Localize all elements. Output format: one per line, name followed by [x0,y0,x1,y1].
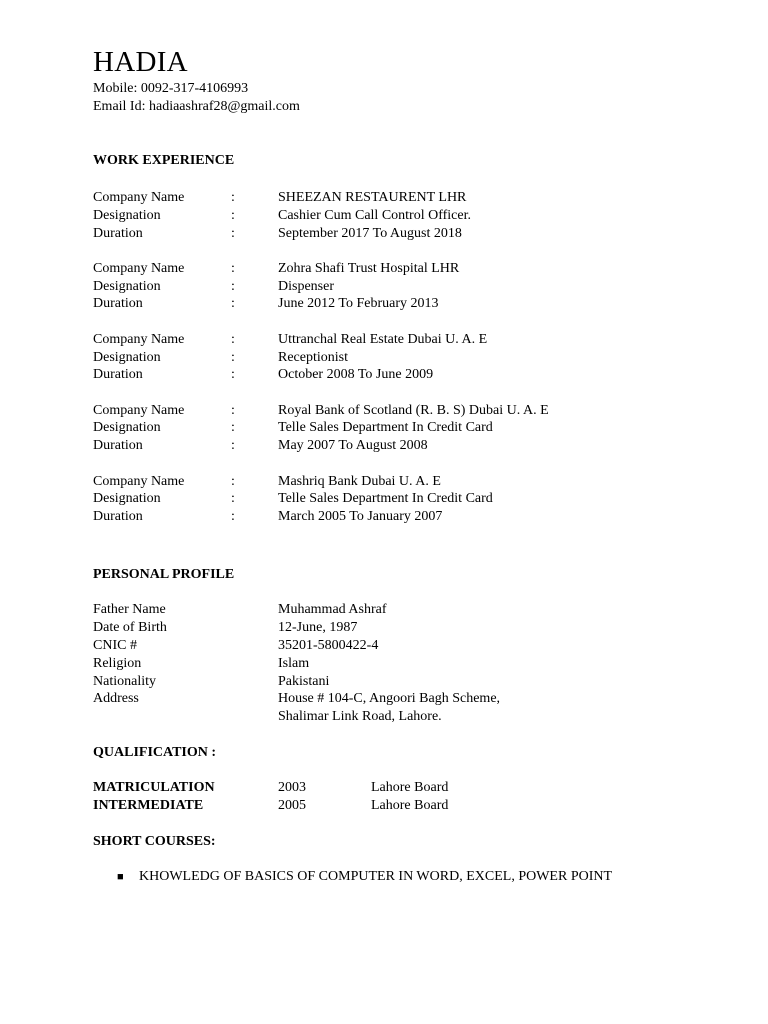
company-label: Company Name [93,331,185,347]
personal-profile-list [93,601,733,726]
designation-label: Designation [93,278,161,294]
profile-row [93,690,733,708]
designation-label: Designation [93,491,161,507]
duration-label: Duration [93,367,143,383]
designation-row [93,207,733,225]
profile-row [93,673,733,691]
separator: : [231,349,235,365]
designation-row [93,490,733,508]
profile-value: Muhammad Ashraf [278,601,387,617]
profile-label: Religion [93,655,142,671]
separator: : [231,473,235,489]
duration-row [93,225,733,243]
duration-row [93,366,733,384]
job-entry [93,402,733,455]
company-row [93,331,733,349]
profile-value: House # 104-C, Angoori Bagh Scheme, [278,691,501,707]
duration-row [93,437,733,455]
company-row [93,189,733,207]
course-item [93,868,733,886]
profile-row [93,619,733,637]
qualification-heading: QUALIFICATION : [93,745,217,761]
profile-label: Father Name [93,601,166,617]
profile-label: CNIC # [93,637,137,653]
square-bullet-icon: ■ [117,871,124,884]
qualification-name: MATRICULATION [93,780,215,796]
company-value: SHEEZAN RESTAURENT LHR [278,190,467,205]
qualification-row [93,779,733,797]
designation-value: Dispenser [278,278,334,294]
profile-value: Shalimar Link Road, Lahore. [278,709,442,725]
duration-value: September 2017 To August 2018 [278,225,462,241]
company-row [93,402,733,420]
profile-value: 12-June, 1987 [278,619,358,635]
qualification-year: 2005 [278,798,306,814]
personal-profile-heading: PERSONAL PROFILE [93,566,235,582]
company-label: Company Name [93,473,185,489]
duration-row [93,508,733,526]
separator: : [231,402,235,418]
separator: : [231,296,235,312]
separator: : [231,260,235,276]
work-experience-list [93,189,733,526]
qualification-row [93,797,733,815]
duration-label: Duration [93,438,143,454]
qualification-board: Lahore Board [371,780,449,796]
mobile-number: Mobile: 0092-317-4106993 [93,81,249,96]
company-label: Company Name [93,190,185,205]
profile-value: Islam [278,655,310,671]
profile-row [93,655,733,673]
profile-label: Date of Birth [93,619,167,635]
separator: : [231,225,235,241]
job-entry [93,473,733,526]
designation-label: Designation [93,420,161,436]
short-courses-list [93,868,733,886]
designation-value: Receptionist [278,349,348,365]
company-value: Uttranchal Real Estate Dubai U. A. E [278,331,488,347]
qualification-list [93,779,733,815]
course-text: KHOWLEDG OF BASICS OF COMPUTER IN WORD, EXCEL, POWER POINT [139,869,613,885]
separator: : [231,331,235,347]
resume-page [93,44,733,886]
duration-label: Duration [93,225,143,241]
company-label: Company Name [93,402,185,418]
separator: : [231,420,235,436]
separator: : [231,509,235,525]
profile-label: Address [93,691,139,707]
job-entry [93,189,733,242]
company-value: Mashriq Bank Dubai U. A. E [278,473,441,489]
qualification-name: INTERMEDIATE [93,798,204,814]
designation-label: Designation [93,207,161,223]
designation-row [93,278,733,296]
designation-value: Cashier Cum Call Control Officer. [278,207,471,223]
company-row [93,473,733,491]
profile-label: Nationality [93,673,156,689]
job-entry [93,331,733,384]
duration-value: March 2005 To January 2007 [278,509,443,525]
separator: : [231,491,235,507]
profile-row [93,637,733,655]
qualification-year: 2003 [278,780,306,796]
work-experience-heading: WORK EXPERIENCE [93,153,235,168]
designation-row [93,419,733,437]
duration-row [93,295,733,313]
duration-value: October 2008 To June 2009 [278,367,434,383]
qualification-board: Lahore Board [371,798,449,814]
profile-value: Pakistani [278,673,330,689]
short-courses-heading: SHORT COURSES: [93,834,216,850]
profile-label [93,708,278,726]
email-address: Email Id: hadiaashraf28@gmail.com [93,98,300,114]
candidate-name: HADIA [93,46,188,78]
duration-label: Duration [93,296,143,312]
profile-row [93,708,733,726]
designation-label: Designation [93,349,161,365]
designation-value: Telle Sales Department In Credit Card [278,491,493,507]
company-row [93,260,733,278]
company-value: Royal Bank of Scotland (R. B. S) Dubai U. A. E [278,402,549,418]
company-label: Company Name [93,260,185,276]
job-entry [93,260,733,313]
separator: : [231,367,235,383]
profile-value: 35201-5800422-4 [278,637,379,653]
company-value: Zohra Shafi Trust Hospital LHR [278,260,460,276]
designation-value: Telle Sales Department In Credit Card [278,420,493,436]
separator: : [231,190,235,205]
separator: : [231,438,235,454]
separator: : [231,278,235,294]
duration-label: Duration [93,509,143,525]
separator: : [231,207,235,223]
duration-value: June 2012 To February 2013 [278,296,439,312]
profile-row [93,601,733,619]
duration-value: May 2007 To August 2008 [278,438,428,454]
designation-row [93,349,733,367]
